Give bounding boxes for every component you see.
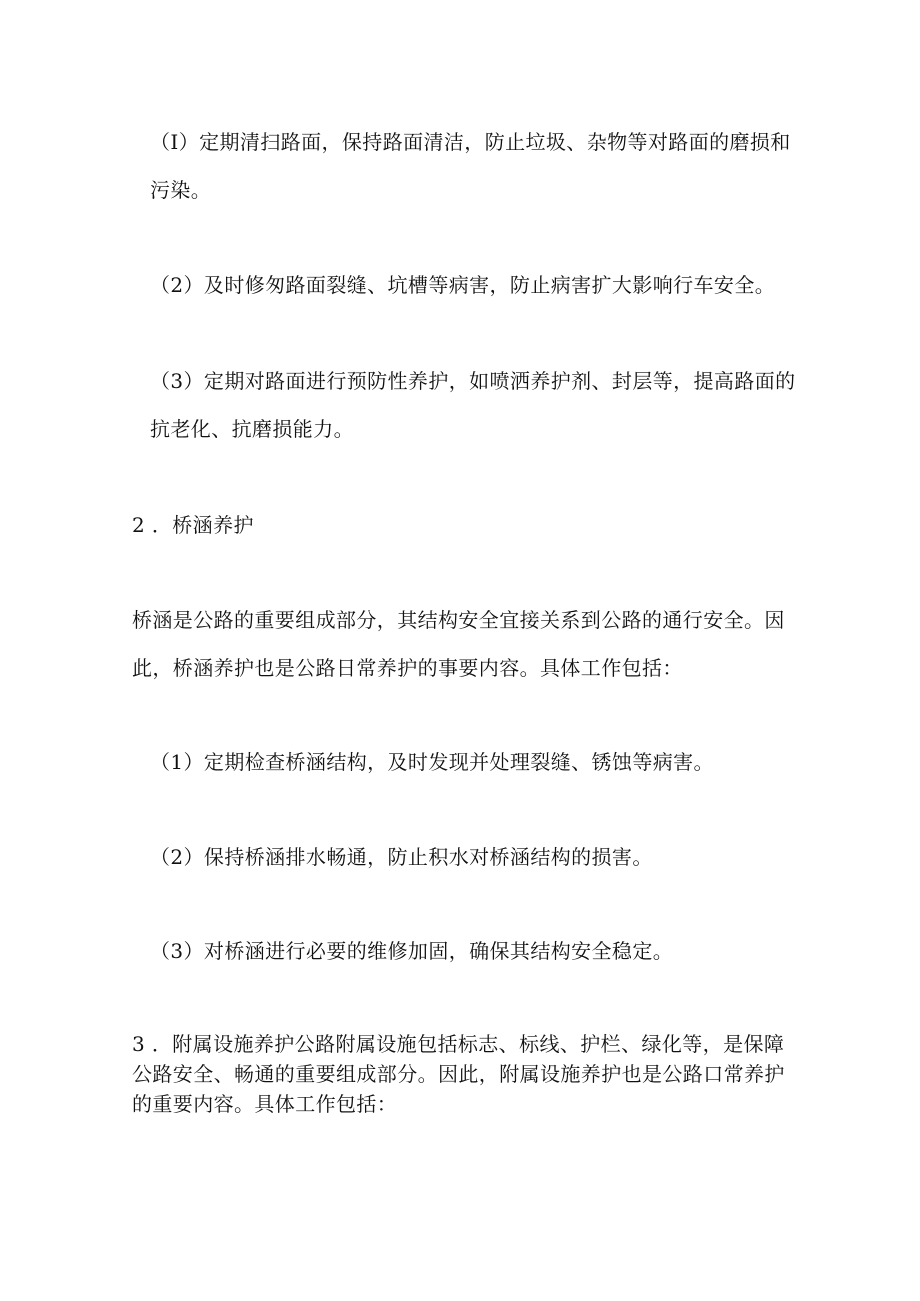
paragraph-bridge-inspect (150, 738, 714, 786)
text-line: 桥涵是公路的重要组成部分，其结构安全宜接关系到公路的通行安全。因 (132, 608, 785, 632)
text-line: （3）对桥涵进行必要的维修加固，确保其结构安全稳定。 (150, 939, 674, 963)
text-line: （1）定期检查桥涵结构，及时发现并处理裂缝、锈蚀等病害。 (150, 750, 714, 774)
paragraph-bridge-intro (132, 596, 785, 692)
text-line: （I）定期清扫路面，保持路面清洁，防止垃圾、杂物等对路面的磨损和 (150, 130, 791, 154)
paragraph-bridge-repair (150, 927, 673, 975)
text-line: 2 ．桥涵养护 (132, 513, 254, 537)
text-line: 3 ．附属设施养护公路附属设施包括标志、标线、护栏、绿化等，是保障 (132, 1032, 785, 1056)
paragraph-road-repair (150, 261, 775, 309)
paragraph-bridge-drainage (150, 833, 653, 881)
text-line: （2）保持桥涵排水畅通，防止积水对桥涵结构的损害。 (150, 845, 653, 869)
text-line: 的重要内容。具体工作包括： (132, 1092, 398, 1116)
paragraph-road-cleaning (150, 118, 791, 214)
text-line: （3）定期对路面进行预防性养护，如喷洒养护剂、封层等，提高路面的 (150, 369, 796, 393)
section-heading-bridge (132, 501, 254, 549)
text-line: 污染。 (150, 178, 212, 202)
text-line: 此，桥涵养护也是公路日常养护的事要内容。具体工作包括： (132, 656, 683, 680)
text-line: 抗老化、抗磨损能力。 (150, 417, 354, 441)
text-line: （2）及时修匆路面裂缝、坑槽等病害，防止病害扩大影响行车安全。 (150, 273, 776, 297)
paragraph-road-preventive (150, 357, 796, 453)
text-line: 公路安全、畅通的重要组成部分。因此，附属设施养护也是公路口常养护 (132, 1062, 785, 1086)
section-ancillary-facilities (132, 1029, 785, 1119)
